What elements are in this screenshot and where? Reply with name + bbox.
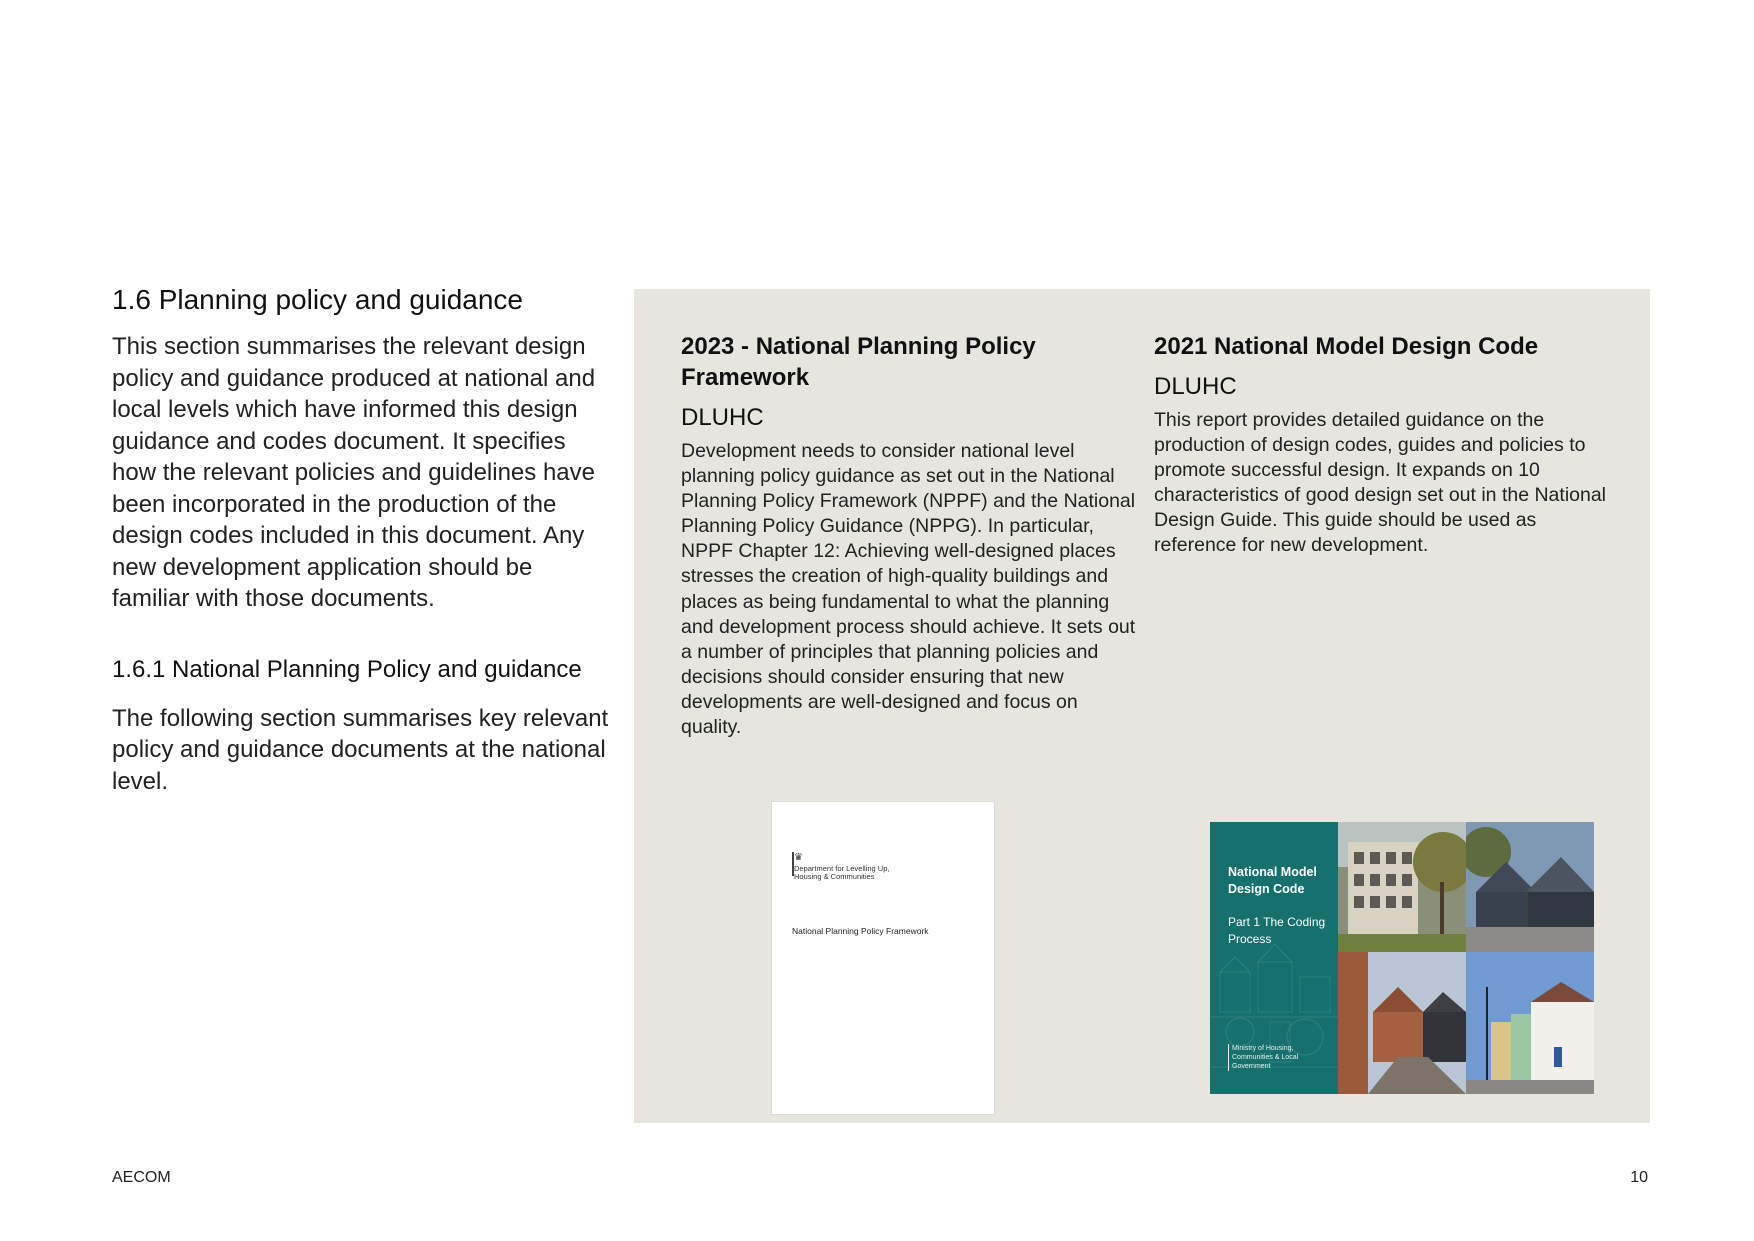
nmdc-cover-part: Part 1 The Coding Process: [1228, 915, 1326, 946]
nmdc-description: This report provides detailed guidance on the production of design codes, guides and policies to promote successful design. It expands on 10 characteristics of good design set out in the National Design Guide. This guide should be used as reference for new development.: [1154, 409, 1607, 557]
nmdc-card: [1154, 331, 1609, 559]
department-name: Department for Levelling Up, Housing & Communities: [794, 864, 890, 881]
nppf-org: DLUHC: [681, 404, 764, 431]
nppf-cover-image: [771, 801, 995, 1115]
nmdc-cover-panel: [1210, 822, 1338, 1094]
nppf-description: Development needs to consider national level planning policy guidance as set out in the National Planning Policy Framework (NPPF) and the National Planning Policy Guidance (NPPG). In particular, NPPF Chapter 12: Achieving well-designed places stresses the creation of high-quality buildings and places as being fundamental to what the planning and development process should achieve. It sets out a number of principles that planning policies and decisions should consider ensuring that new developments are well-designed and focus on quality.: [681, 440, 1136, 739]
ministry-name: Ministry of Housing, Communities & Local Government: [1228, 1044, 1332, 1071]
nmdc-cover-image: [1210, 822, 1594, 1094]
page-number: 10: [1630, 1169, 1648, 1186]
left-column: [112, 283, 612, 797]
section-title: 1.6 Planning policy and guidance: [112, 284, 523, 315]
subsection-title: 1.6.1 National Planning Policy and guidance: [112, 655, 582, 683]
photo-modern-houses: [1466, 822, 1594, 952]
photo-colourful-terraces: [1466, 952, 1594, 1094]
footer-brand: AECOM: [112, 1169, 171, 1186]
subsection-body: The following section summarises key relevant policy and guidance documents at the national level.: [112, 704, 609, 795]
royal-crest-icon: ♛: [794, 852, 803, 863]
nppf-title: 2023 - National Planning Policy Framework: [681, 333, 1036, 391]
photo-apartment-block: [1338, 822, 1466, 952]
section-intro: This section summarises the relevant design policy and guidance produced at national and local levels which have informed this design guidance and codes document. It specifies how the relevant policies and guidelines have been incorporated in the production of the design codes included in this document. Any new development application should be familiar with those documents.: [112, 333, 596, 612]
cover-title: National Planning Policy Framework: [792, 926, 929, 936]
nmdc-cover-title: National Model Design Code: [1228, 865, 1317, 896]
nmdc-title: 2021 National Model Design Code: [1154, 333, 1539, 360]
photo-brick-street: [1338, 952, 1466, 1094]
nppf-card: [681, 331, 1136, 740]
nmdc-org: DLUHC: [1154, 373, 1237, 400]
